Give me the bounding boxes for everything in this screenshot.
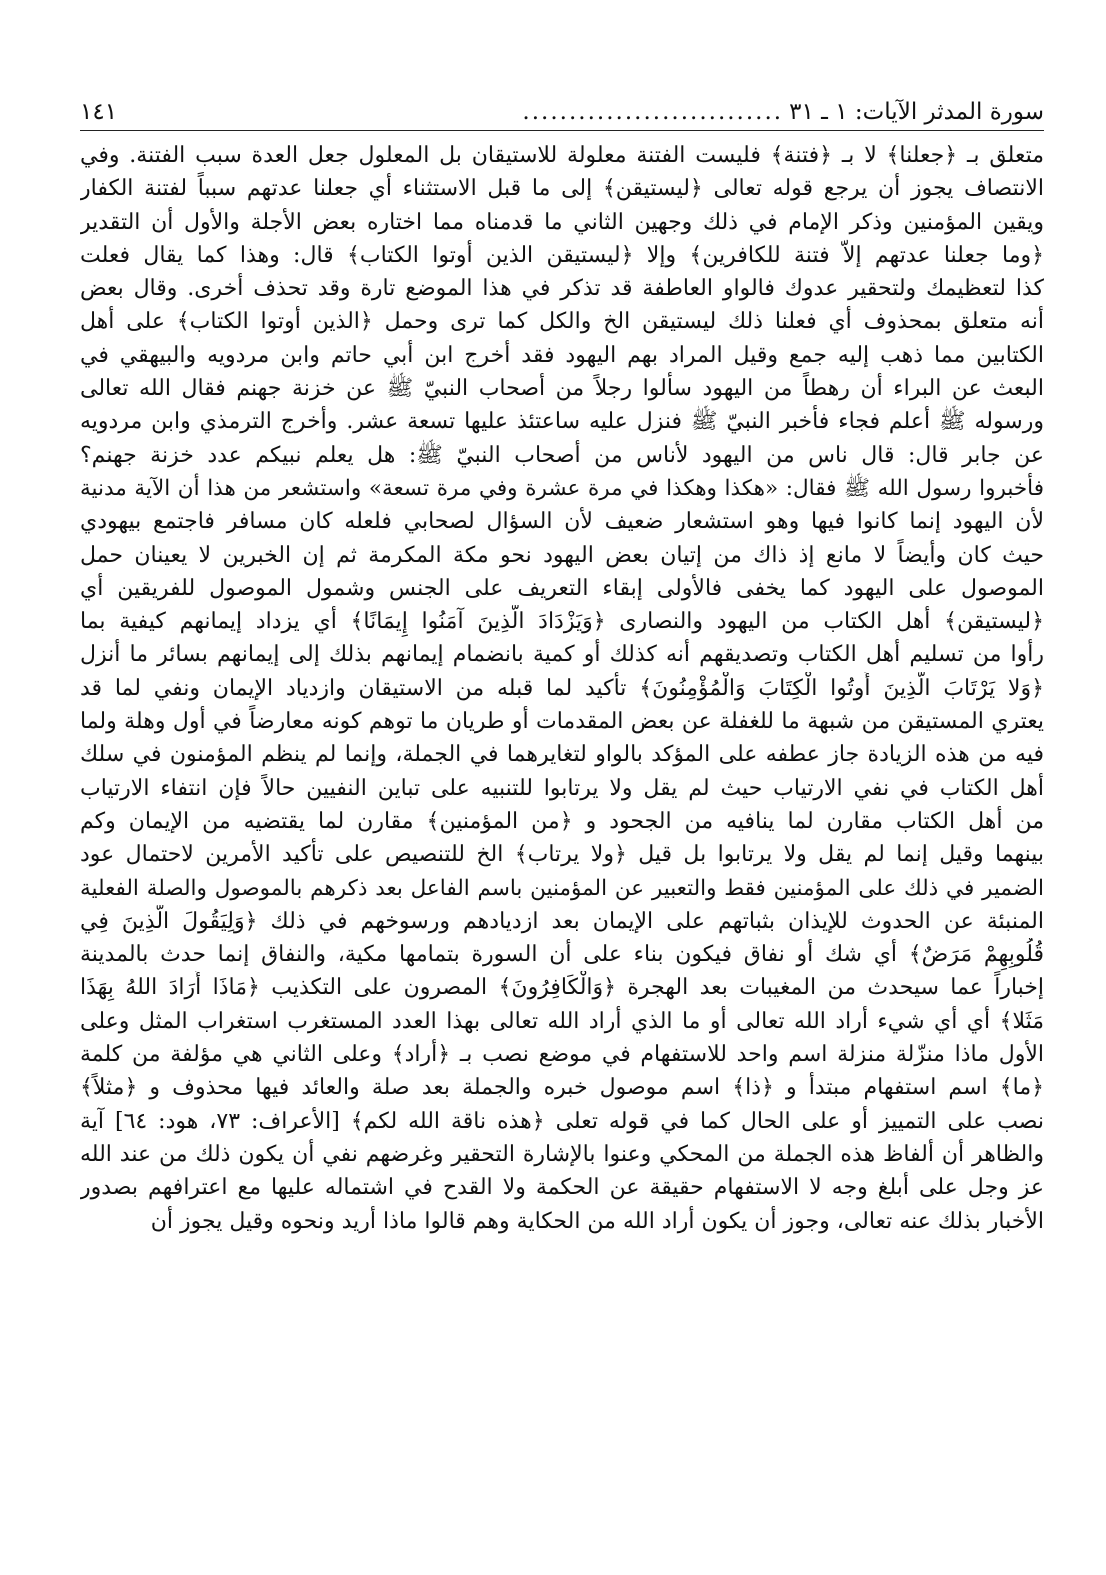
text-line: ﴿ما﴾ اسم استفهام مبتدأ و ﴿ذا﴾ اسم موصول خبره والجملة بعد صلة والعائد فيها محذوف و ﴿مثلاً﴾	[80, 1075, 1044, 1101]
text-line: البعث عن البراء أن رهطاً من اليهود سألوا رجلاً من أصحاب النبيّ ﷺ عن خزنة جهنم فقال الله تعالى	[80, 376, 1044, 402]
text-line: ﴿وَلا يَرْتَابَ الَّذِينَ أُوتُوا الْكِتَابَ وَالْمُؤْمِنُونَ﴾ تأكيد لما قبله من الاستيقان وازدياد الإيمان ونفي لما قد	[80, 675, 1044, 701]
text-line: متعلق بـ ﴿جعلنا﴾ لا بـ ﴿فتنة﴾ فليست الفتنة معلولة للاستيقان بل المعلول جعل العدة سبب الفتنة. وفي	[80, 143, 1044, 168]
text-line: كذا لتعظيمك ولتحقير عدوك فالواو العاطفة قد تذكر في هذا الموضع تارة وقد تحذف أخرى. وقال بعض	[80, 276, 1044, 302]
text-line: إخباراً عما سيحدث من المغيبات بعد الهجرة ﴿وَالْكَافِرُونَ﴾ المصرون على التكذيب ﴿مَاذَا أَرَادَ اللهُ بِهَذَا	[80, 975, 1044, 1001]
text-line: الأخبار بذلك عنه تعالى، وجوز أن يكون أراد الله من الحكاية وهم قالوا ماذا أريد ونحوه وقيل يجوز أن	[150, 1208, 1044, 1234]
body-text	[80, 139, 1044, 1238]
text-line: عز وجل على أبلغ وجه لا الاستفهام حقيقة عن الحكمة ولا القدح في اشتماله عليها مع اعترافهم بصدور	[80, 1175, 1044, 1201]
text-line: بينهما وقيل إنما لم يقل ولا يرتابوا بل قيل ﴿ولا يرتاب﴾ الخ للتنصيص على تأكيد الأمرين لاحتمال عود	[80, 842, 1044, 868]
text-line: رأوا من تسليم أهل الكتاب وتصديقهم أنه كذلك أو كمية بانضمام إيمانهم بذلك إلى إيمانهم بسائر ما أنزل	[80, 642, 1044, 668]
text-line: والظاهر أن ألفاظ هذه الجملة من المحكي وعنوا بالإشارة التحقير وغرضهم نفي أن يكون ذلك من عند الله	[80, 1141, 1044, 1167]
text-line: قُلُوبِهِمْ مَرَضٌ﴾ أي شك أو نفاق فيكون بناء على أن السورة بتمامها مكية، والنفاق إنما حدث بالمدينة	[80, 942, 1044, 968]
page-number: ١٤١	[80, 99, 118, 125]
text-line: عن جابر قال: قال ناس من اليهود لأناس من أصحاب النبيّ ﷺ: هل يعلم نبيكم عدد خزنة جهنم؟	[80, 442, 1044, 468]
text-line: الانتصاف يجوز أن يرجع قوله تعالى ﴿ليستيقن﴾ إلى ما قبل الاستثناء أي جعلنا عدتهم سبباً لفتنة الكفار	[80, 176, 1044, 202]
text-line: الضمير في ذلك على المؤمنين فقط والتعبير عن المؤمنين باسم الفاعل بعد ذكرهم بالموصول والصلة الفعلية	[80, 875, 1044, 901]
text-line: الأول ماذا منزّلة منزلة اسم واحد للاستفهام في موضع نصب بـ ﴿أراد﴾ وعلى الثاني هي مؤلفة من كلمة	[80, 1042, 1044, 1068]
text-line: ﴿ليستيقن﴾ أهل الكتاب من اليهود والنصارى ﴿وَيَزْدَادَ الَّذِينَ آمَنُوا إِيمَانًا﴾ أي يزداد إيمانهم كيفية بما	[80, 609, 1044, 635]
text-line: فيه من هذه الزيادة جاز عطفه على المؤكد بالواو لتغايرهما في الجملة، وإنما لم ينظم المؤمنون في سلك	[80, 742, 1044, 768]
text-line: ﴿وما جعلنا عدتهم إلاّ فتنة للكافرين﴾ وإلا ﴿ليستيقن الذين أوتوا الكتاب﴾ قال: وهذا كما يقال فعلت	[80, 242, 1044, 268]
text-line: أنه متعلق بمحذوف أي فعلنا ذلك ليستيقن الخ والكل كما ترى وحمل ﴿الذين أوتوا الكتاب﴾ على أهل	[80, 309, 1044, 335]
text-line: مَثَلا﴾ أي أي شيء أراد الله تعالى أو ما الذي أراد الله تعالى بهذا العدد المستغرب استغراب المثل وعلى	[80, 1008, 1044, 1034]
text-line: فأخبروا رسول الله ﷺ فقال: «هكذا وهكذا في مرة عشرة وفي مرة تسعة» واستشعر من هذا أن الآية مدنية	[80, 475, 1044, 501]
surah-title: سورة المدثر الآيات: ١ ـ ٣١	[789, 99, 1044, 125]
text-line: نصب على التمييز أو على الحال كما في قوله تعلى ﴿هذه ناقة الله لكم﴾ [الأعراف: ٧٣، هود: ٦٤] آية	[80, 1108, 1044, 1134]
text-line: يعتري المستيقن من شبهة ما للغفلة عن بعض المقدمات أو طريان ما توهم كونه معارضاً في أول وهلة ولما	[80, 709, 1044, 735]
text-line: ويقين المؤمنين وذكر الإمام في ذلك وجهين الثاني ما قدمناه مما اختاره بعض الأجلة والأول أن التقدير	[80, 209, 1044, 235]
text-line: ورسوله ﷺ أعلم فجاء فأخبر النبيّ ﷺ فنزل عليه ساعتئذ عليها تسعة عشر. وأخرج الترمذي وابن مردويه	[80, 409, 1044, 435]
text-line: الموصول على اليهود كما يخفى فالأولى إبقاء التعريف على الجنس وشمول الموصول للفريقين أي	[80, 575, 1044, 601]
text-line: حيث كان وأيضاً لا مانع إذ ذاك من إتيان بعض اليهود نحو مكة المكرمة ثم إن الخبرين لا يعينان حمل	[80, 542, 1044, 568]
leader-dots: ............................	[522, 99, 784, 125]
text-line: أهل الكتاب في نفي الارتياب حيث لم يقل ولا يرتابوا للتنبيه على تباين النفيين حالاً فإن انتفاء الارتياب	[80, 775, 1044, 801]
running-header	[80, 94, 1044, 131]
text-line: المنبئة عن الحدوث للإيذان بثباتهم على الإيمان بعد ازديادهم ورسوخهم في ذلك ﴿وَلِيَقُولَ الَّذِينَ فِي	[80, 908, 1044, 934]
text-line: لأن اليهود إنما كانوا فيها وهو استشعار ضعيف لأن السؤال لصحابي فلعله كان مسافر فاجتمع بيهودي	[80, 509, 1044, 535]
text-line: الكتابين مما ذهب إليه جمع وقيل المراد بهم اليهود فقد أخرج ابن أبي حاتم وابن مردويه والبيهقي في	[80, 342, 1044, 368]
text-line: من أهل الكتاب مقارن لما ينافيه من الجحود و ﴿من المؤمنين﴾ مقارن لما يقتضيه من الإيمان وكم	[80, 808, 1044, 834]
